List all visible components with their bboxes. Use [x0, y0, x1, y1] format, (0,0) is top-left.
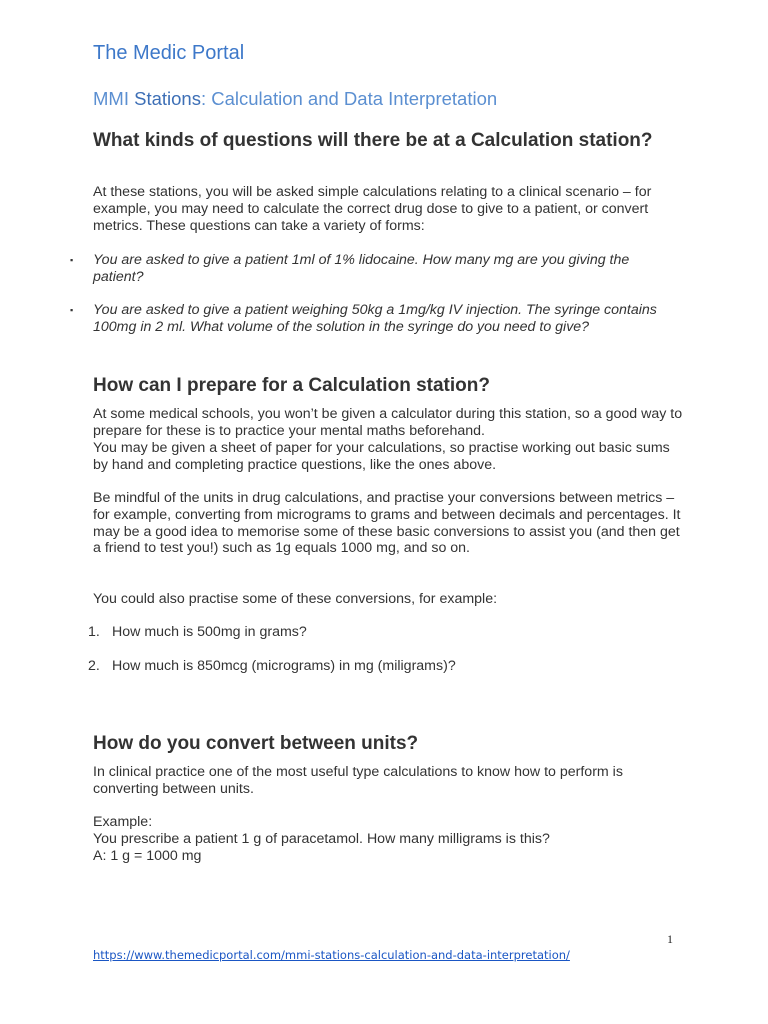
- numbered-item: How much is 850mcg (micrograms) in mg (miligrams)?: [112, 658, 456, 674]
- bullet-item: You are asked to give a patient weighing 50kg a 1mg/kg IV injection. The syringe contains 100mg in 2 ml. What volume of the solution in the syringe do you need to give?: [93, 302, 657, 335]
- prepare-paragraph-3: Be mindful of the units in drug calculations, and practise your conversions between metrics – for example, converting from micrograms to grams and between decimals and percentages. It may be a good idea to memorise some of these basic conversions to assist you (and then get a friend to test you!) such as 1g equals 1000 mg, and so on.: [93, 490, 681, 557]
- prepare-paragraph-2: You may be given a sheet of paper for your calculations, so practise working out basic sums by hand and completing practice questions, like the ones above.: [93, 440, 670, 473]
- page-number: 1: [667, 932, 673, 946]
- example-label: Example:: [93, 814, 153, 830]
- example-answer: A: 1 g = 1000 mg: [93, 848, 202, 864]
- document-subtitle: [93, 88, 497, 110]
- intro-paragraph: At these stations, you will be asked simple calculations relating to a clinical scenario – for example, you may need to calculate the correct drug dose to give to a patient, or convert metrics. These questions can take a variety of forms:: [93, 184, 652, 234]
- numbered-item: How much is 500mg in grams?: [112, 624, 307, 640]
- bullet-item: You are asked to give a patient 1ml of 1% lidocaine. How many mg are you giving the patient?: [93, 252, 630, 285]
- heading-question-types: What kinds of questions will there be at a Calculation station?: [93, 130, 653, 151]
- site-title: The Medic Portal: [93, 42, 245, 64]
- subtitle-topic: : Calculation and Data Interpretation: [200, 88, 498, 109]
- footer-url-link[interactable]: https://www.themedicportal.com/mmi-stations-calculation-and-data-interpretation/: [93, 948, 570, 962]
- heading-prepare: How can I prepare for a Calculation station?: [93, 375, 490, 396]
- convert-paragraph: In clinical practice one of the most useful type calculations to know how to perform is converting between units.: [93, 764, 623, 797]
- list-number: 1.: [88, 624, 100, 640]
- subtitle-stations: Stations: [134, 88, 201, 109]
- example-question: You prescribe a patient 1 g of paracetamol. How many milligrams is this?: [93, 831, 550, 847]
- subtitle-prefix: MMI: [93, 88, 135, 109]
- prepare-paragraph-1: At some medical schools, you won’t be given a calculator during this station, so a good way to prepare for these is to practice your mental maths beforehand.: [93, 406, 683, 439]
- bullet-marker: ▪: [70, 305, 74, 315]
- prepare-paragraph-4: You could also practise some of these conversions, for example:: [93, 591, 498, 607]
- list-number: 2.: [88, 658, 100, 674]
- bullet-marker: ▪: [70, 255, 74, 265]
- heading-convert-units: How do you convert between units?: [93, 733, 419, 754]
